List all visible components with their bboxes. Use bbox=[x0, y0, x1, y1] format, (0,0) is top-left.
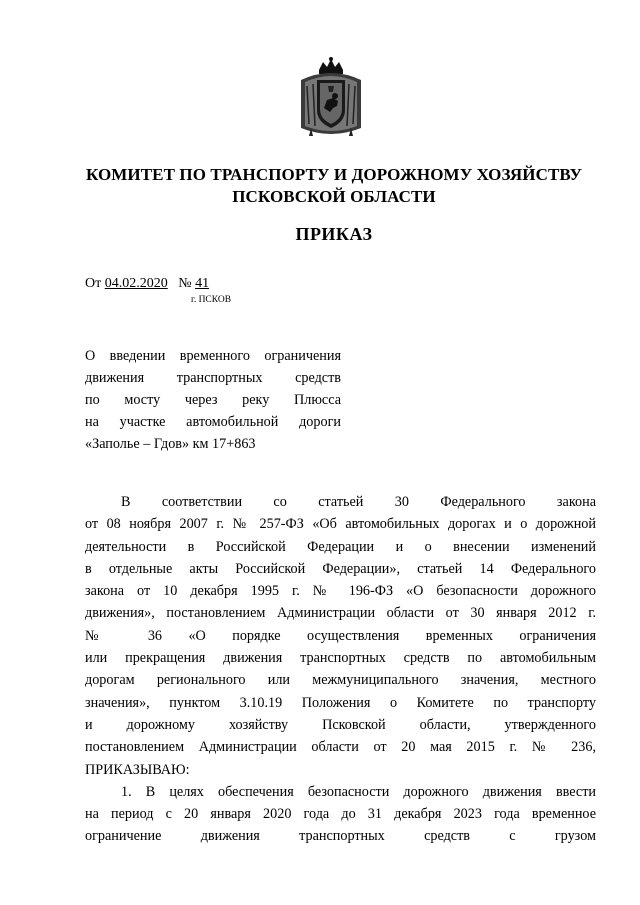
body-line: дорогам регионального или межмуниципального значения, местного bbox=[85, 672, 596, 689]
body-line: В соответствии со статьей 30 Федерального закона bbox=[121, 494, 596, 510]
body-line: постановлением Администрации области от 20 мая 2015 г. № 236, bbox=[85, 739, 596, 756]
body-line: или прекращения движения транспортных средств по автомобильным bbox=[85, 650, 596, 667]
body-line: на период с 20 января 2020 года до 31 декабря 2023 года временное bbox=[85, 806, 596, 823]
committee-name-line2: ПСКОВСКОЙ ОБЛАСТИ bbox=[232, 187, 436, 206]
order-body bbox=[85, 491, 596, 848]
body-line: № 36 «О порядке осуществления временных ограничения bbox=[85, 627, 596, 644]
subject-line: движения транспортных средств bbox=[85, 370, 341, 386]
body-line: значения», пунктом 3.10.19 Положения о Комитете по транспорту bbox=[85, 694, 596, 711]
body-line: 1. В целях обеспечения безопасности дорожного движения ввести bbox=[121, 783, 596, 800]
subject-line: О введении временного ограничения bbox=[85, 348, 341, 364]
number-prefix: № bbox=[178, 276, 196, 291]
body-line: от 08 ноября 2007 г. № 257-ФЗ «Об автомобильных дорогах и о дорожной bbox=[85, 516, 596, 533]
order-subject bbox=[85, 345, 341, 455]
order-date: 04.02.2020 bbox=[104, 276, 168, 291]
order-date-number bbox=[85, 275, 209, 293]
pskov-coat-of-arms-icon bbox=[297, 56, 365, 140]
order-number: 41 bbox=[195, 276, 210, 291]
order-title: ПРИКАЗ bbox=[295, 224, 373, 244]
body-line: деятельности в Российской Федерации и о внесении изменений bbox=[85, 538, 596, 555]
subject-line: «Заполье – Гдов» км 17+863 bbox=[85, 436, 256, 452]
body-line: и дорожному хозяйству Псковской области, утвержденного bbox=[85, 716, 596, 733]
committee-name-line1: КОМИТЕТ ПО ТРАНСПОРТУ И ДОРОЖНОМУ ХОЗЯЙСТВУ bbox=[85, 165, 583, 184]
body-line: в отдельные акты Российской Федерации», статьей 14 Федерального bbox=[85, 560, 596, 577]
body-line-order-word: ПРИКАЗЫВАЮ: bbox=[85, 761, 190, 778]
body-line: движения», постановлением Администрации области от 30 января 2012 г. bbox=[85, 605, 596, 622]
order-city: г. ПСКОВ bbox=[191, 295, 232, 305]
body-line: ограничение движения транспортных средств с грузом bbox=[85, 828, 596, 845]
subject-line: по мосту через реку Плюсса bbox=[85, 392, 341, 408]
subject-line: на участке автомобильной дороги bbox=[85, 414, 341, 430]
body-line: закона от 10 декабря 1995 г. № 196-ФЗ «О безопасности дорожного bbox=[85, 583, 596, 600]
date-prefix: От bbox=[85, 276, 105, 291]
